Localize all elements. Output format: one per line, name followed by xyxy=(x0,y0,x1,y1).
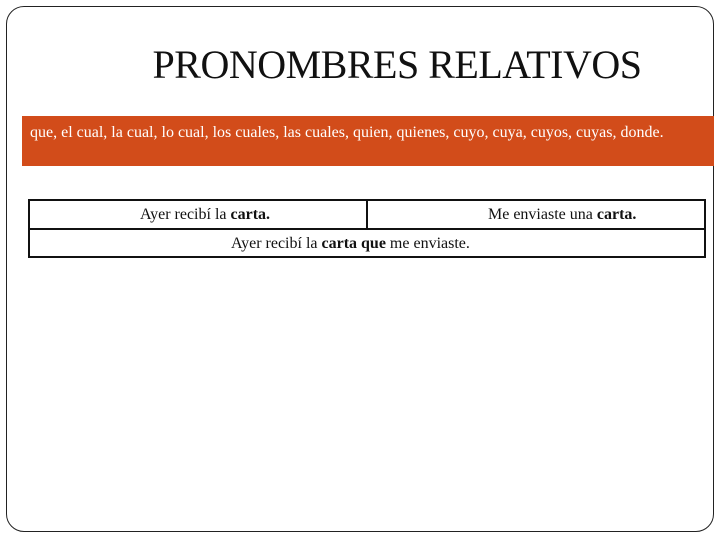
table-row xyxy=(30,201,704,230)
example-table xyxy=(28,199,706,258)
sentence-2-text: Me enviaste una xyxy=(488,206,597,223)
table-cell-sentence-1 xyxy=(30,201,368,228)
combined-sentence-start: Ayer recibí la xyxy=(231,235,322,252)
sentence-2-keyword: carta. xyxy=(596,206,637,223)
sentence-1-keyword: carta. xyxy=(230,206,271,223)
relative-pronouns-list: que, el cual, la cual, lo cual, los cuales, las cuales, quien, quienes, cuyo, cuya, cuyos, cuyas, donde. xyxy=(30,124,664,141)
slide xyxy=(6,6,714,532)
combined-sentence-end: me enviaste. xyxy=(385,235,470,252)
sentence-2 xyxy=(488,206,636,224)
table-row xyxy=(30,230,704,256)
relative-pronouns-banner xyxy=(22,116,714,166)
sentence-1-text: Ayer recibí la xyxy=(140,206,231,223)
slide-title: PRONOMBRES RELATIVOS xyxy=(152,42,642,87)
sentence-1 xyxy=(140,206,270,224)
combined-sentence-keyword: carta que xyxy=(321,235,386,252)
combined-sentence xyxy=(231,235,470,253)
table-cell-sentence-2 xyxy=(368,201,704,228)
